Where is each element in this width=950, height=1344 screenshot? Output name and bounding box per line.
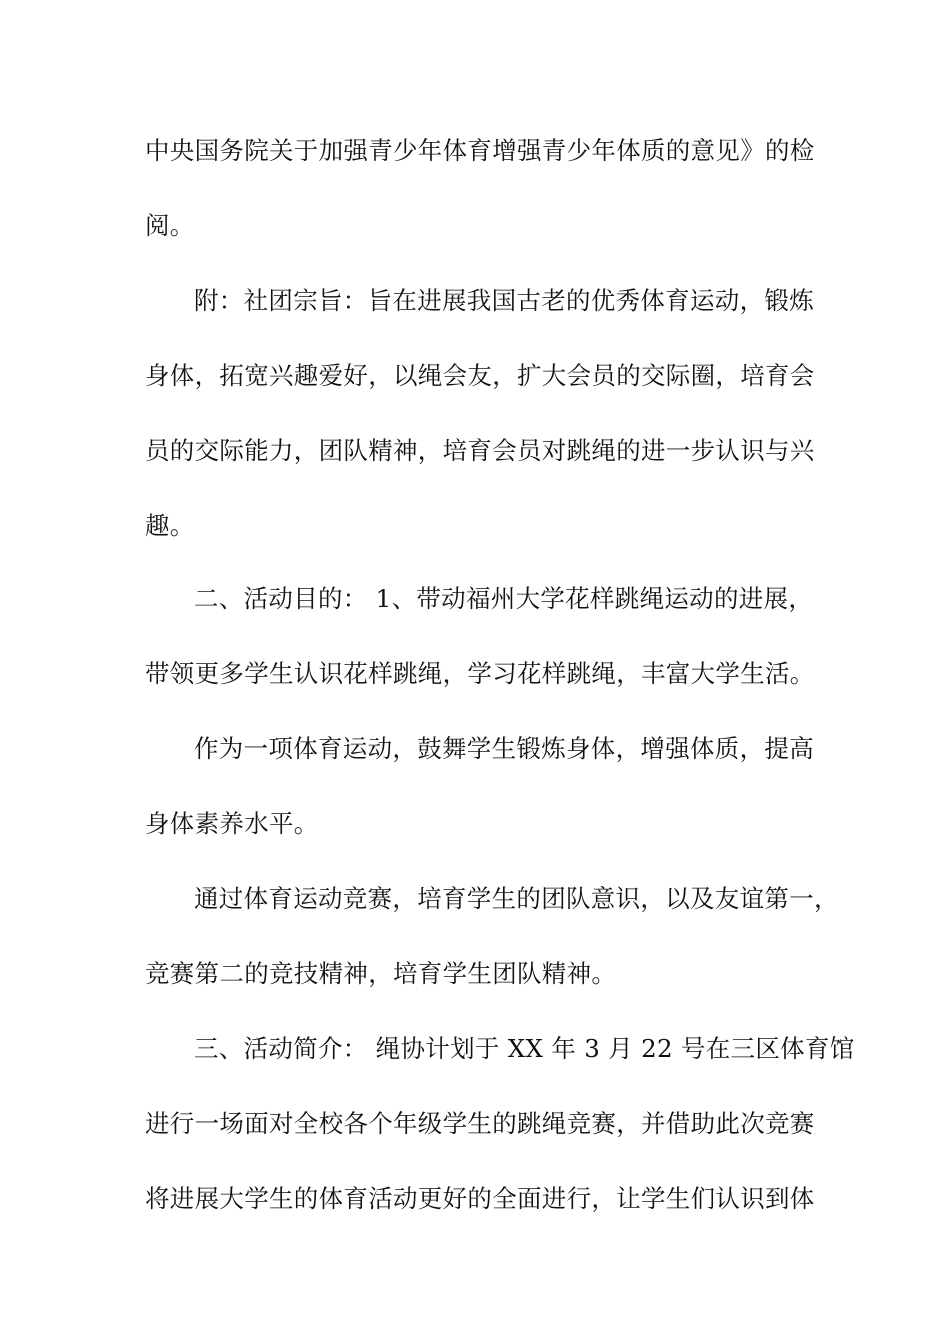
section-heading-line: 三、活动简介： 绳协计划于 XX 年 3 月 22 号在三区体育馆 <box>194 1034 855 1063</box>
text-line: 身体，拓宽兴趣爱好，以绳会友，扩大会员的交际圈，培育会 <box>145 361 815 390</box>
text-line: 将进展大学生的体育活动更好的全面进行，让学生们认识到体 <box>145 1184 815 1213</box>
text-line: 员的交际能力，团队精神，培育会员对跳绳的进一步认识与兴 <box>145 436 815 465</box>
paragraph-start-line: 附：社团宗旨：旨在进展我国古老的优秀体育运动，锻炼 <box>194 286 814 315</box>
text-line: 竞赛第二的竞技精神，培育学生团队精神。 <box>145 959 617 988</box>
text-line: 带领更多学生认识花样跳绳，学习花样跳绳，丰富大学生活。 <box>145 659 815 688</box>
text-line: 阅。 <box>145 211 195 240</box>
text-line: 身体素养水平。 <box>145 809 319 838</box>
text-line: 进行一场面对全校各个年级学生的跳绳竞赛，并借助此次竞赛 <box>145 1109 815 1138</box>
paragraph-start-line: 通过体育运动竞赛，培育学生的团队意识，以及友谊第一， <box>194 884 839 913</box>
section-heading-line: 二、活动目的： 1、带动福州大学花样跳绳运动的进展， <box>194 584 814 613</box>
text-line: 中央国务院关于加强青少年体育增强青少年体质的意见》的检 <box>145 136 815 165</box>
text-line: 趣。 <box>145 511 195 540</box>
paragraph-start-line: 作为一项体育运动，鼓舞学生锻炼身体，增强体质，提高 <box>194 734 814 763</box>
